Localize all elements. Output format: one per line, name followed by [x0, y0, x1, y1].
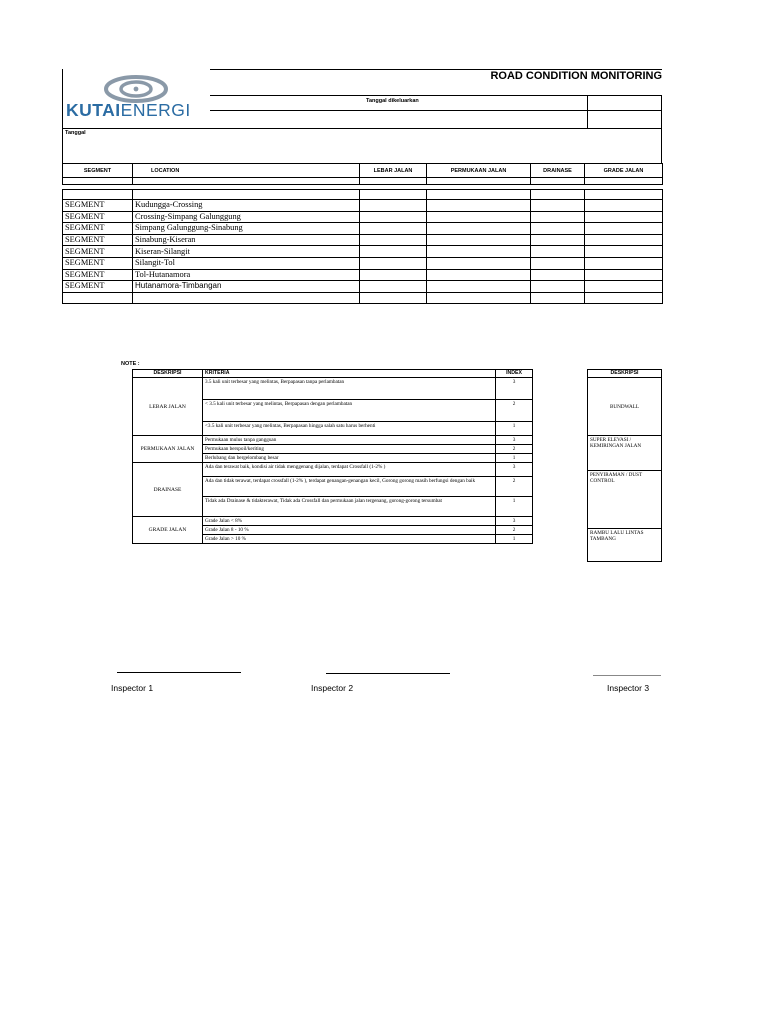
drainase-cell[interactable]	[531, 257, 585, 269]
empty-row	[63, 178, 663, 185]
drainase-cell[interactable]	[531, 211, 585, 223]
kriteria-cell: Ada dan tidak terawat, terdapat crossfall (1-2% ), terdapat genangan-genangan kecil, Gorong gorong masih berfungsi dengan baik	[203, 477, 496, 497]
kriteria-cell: Grade Jalan > 10 %	[203, 535, 496, 544]
permukaan-jalan-cell[interactable]	[427, 292, 531, 304]
index-cell: 1	[496, 454, 533, 463]
deskripsi-cell: LEBAR JALAN	[133, 378, 203, 436]
empty-row	[63, 292, 663, 304]
header-deskripsi: DESKRIPSI	[133, 370, 203, 378]
table-row	[63, 234, 663, 246]
signature-line-1	[117, 672, 241, 673]
segment-cell: SEGMENT	[63, 257, 133, 269]
drainase-cell[interactable]	[531, 269, 585, 281]
drainase-cell[interactable]	[531, 281, 585, 293]
header-rule-logo-bottom	[62, 128, 210, 129]
segment-table	[62, 163, 663, 304]
deskripsi-cell: PERMUKAAN JALAN	[133, 436, 203, 463]
lebar-jalan-cell[interactable]	[360, 211, 427, 223]
table-row	[63, 211, 663, 223]
note-label: NOTE :	[121, 361, 140, 367]
table-row	[63, 223, 663, 235]
tanggal-label: Tanggal	[65, 130, 86, 136]
lebar-jalan-cell[interactable]	[360, 269, 427, 281]
header-index: INDEX	[496, 370, 533, 378]
criteria-header	[133, 370, 533, 378]
lebar-jalan-cell[interactable]	[360, 292, 427, 304]
table-row	[133, 436, 533, 445]
header-rule-4	[210, 128, 662, 129]
grade-jalan-cell[interactable]	[585, 246, 663, 258]
lebar-jalan-cell[interactable]	[360, 223, 427, 235]
logo-text-light: ENERGI	[120, 100, 191, 120]
kriteria-cell: < 3.5 kali unit terbesar yang melintas, Berpapasan dengan perlambatan	[203, 400, 496, 422]
deskripsi-item: RAMBU LALU LINTAS TAMBANG	[588, 529, 662, 562]
location-cell: Kudungga-Crossing	[133, 200, 360, 212]
grade-jalan-cell[interactable]	[585, 292, 663, 304]
header-right-edge	[661, 95, 662, 128]
segment-cell: SEGMENT	[63, 223, 133, 235]
index-cell: 3	[496, 463, 533, 477]
header-rule-3	[210, 110, 662, 111]
grade-jalan-cell[interactable]	[585, 211, 663, 223]
list-item	[588, 436, 662, 471]
index-cell: 1	[496, 535, 533, 544]
drainase-cell[interactable]	[531, 246, 585, 258]
table-row	[133, 378, 533, 400]
table-row	[63, 246, 663, 258]
deskripsi-header	[588, 370, 662, 378]
deskripsi-table	[587, 369, 662, 562]
segment-table-header	[63, 164, 663, 178]
location-cell: Tol-Hutanamora	[133, 269, 360, 281]
permukaan-jalan-cell[interactable]	[427, 200, 531, 212]
index-cell: 3	[496, 517, 533, 526]
index-cell: 2	[496, 477, 533, 497]
grade-jalan-cell[interactable]	[585, 234, 663, 246]
location-cell: Sinabung-Kiseran	[133, 234, 360, 246]
lebar-jalan-cell[interactable]	[360, 246, 427, 258]
inspector-3-label: Inspector 3	[607, 683, 650, 693]
index-cell: 2	[496, 400, 533, 422]
header-kriteria: KRITERIA	[203, 370, 496, 378]
table-row	[63, 257, 663, 269]
index-cell: 3	[496, 378, 533, 400]
header-divider	[587, 95, 588, 128]
header-grade-jalan: GRADE JALAN	[585, 164, 663, 178]
location-cell: Hutanamora-Timbangan	[133, 281, 360, 293]
kriteria-cell: Permukaan berspoil/keriting	[203, 445, 496, 454]
signature-line-3	[593, 675, 661, 676]
location-cell: Crossing-Simpang Galunggung	[133, 211, 360, 223]
deskripsi-item: PENYIRAMAN / DUST CONTROL	[588, 471, 662, 529]
inspector-1-label: Inspector 1	[111, 683, 154, 693]
drainase-cell[interactable]	[531, 223, 585, 235]
logo-text-bold: KUTAI	[66, 100, 121, 120]
header-rule-2	[210, 95, 662, 96]
grade-jalan-cell[interactable]	[585, 257, 663, 269]
kriteria-cell: Tidak ada Drainase & tidakterawat, Tidak ada Crossfall dan permukaan jalan tergenang, gorong-gorong tersumbat	[203, 497, 496, 517]
list-item	[588, 529, 662, 562]
kriteria-cell: <3.5 kali unit terbesar yang melintas, Berpapasan hingga salah satu harus berhenti	[203, 422, 496, 436]
kriteria-cell: Ada dan terawat baik, kondisi air tidak menggenang dijalan, terdapat Crossfall (1-2% )	[203, 463, 496, 477]
lebar-jalan-cell[interactable]	[360, 200, 427, 212]
index-cell: 2	[496, 526, 533, 535]
permukaan-jalan-cell[interactable]	[427, 234, 531, 246]
deskripsi-item: BUNDWALL	[588, 378, 662, 436]
table-row	[63, 200, 663, 212]
list-item	[588, 471, 662, 529]
segment-cell: SEGMENT	[63, 234, 133, 246]
company-logo-text	[66, 100, 191, 121]
lebar-jalan-cell[interactable]	[360, 281, 427, 293]
header-drainase: DRAINASE	[531, 164, 585, 178]
kriteria-cell: Permukaan mulus tanpa gangguan	[203, 436, 496, 445]
segment-cell: SEGMENT	[63, 246, 133, 258]
table-row	[63, 281, 663, 293]
header-rule-top	[210, 69, 662, 70]
lebar-jalan-cell[interactable]	[360, 257, 427, 269]
table-row	[63, 269, 663, 281]
segment-cell: SEGMENT	[63, 281, 133, 293]
segment-cell: SEGMENT	[63, 269, 133, 281]
grade-jalan-cell[interactable]	[585, 281, 663, 293]
tanggal-left-edge	[62, 128, 63, 163]
permukaan-jalan-cell[interactable]	[427, 269, 531, 281]
kriteria-cell: 3.5 kali unit terbesar yang melintas, Berpapasan tanpa perlambatan	[203, 378, 496, 400]
grade-jalan-cell[interactable]	[585, 223, 663, 235]
deskripsi-item: SUPER ELEVASI / KEMIRINGAN JALAN	[588, 436, 662, 471]
kriteria-cell: Grade Jalan 8 - 10 %	[203, 526, 496, 535]
header-permukaan-jalan: PERMUKAAN JALAN	[427, 164, 531, 178]
index-cell: 2	[496, 445, 533, 454]
permukaan-jalan-cell[interactable]	[427, 281, 531, 293]
kriteria-cell: Berlubang dan bergelombang besar	[203, 454, 496, 463]
kriteria-cell: Grade Jalan < 8%	[203, 517, 496, 526]
permukaan-jalan-cell[interactable]	[427, 246, 531, 258]
permukaan-jalan-cell[interactable]	[427, 211, 531, 223]
deskripsi-cell: DRAINASE	[133, 463, 203, 517]
index-cell: 3	[496, 436, 533, 445]
segment-cell: SEGMENT	[63, 211, 133, 223]
permukaan-jalan-cell[interactable]	[427, 257, 531, 269]
signature-line-2	[326, 673, 450, 674]
header-segment: SEGMENT	[63, 164, 133, 178]
permukaan-jalan-cell[interactable]	[427, 223, 531, 235]
location-cell: Kiseran-Silangit	[133, 246, 360, 258]
lebar-jalan-cell[interactable]	[360, 234, 427, 246]
grade-jalan-cell[interactable]	[585, 269, 663, 281]
page-title: ROAD CONDITION MONITORING	[490, 70, 662, 82]
location-cell: Silangit-Tol	[133, 257, 360, 269]
tanggal-right-edge	[661, 128, 662, 163]
header-lebar-jalan: LEBAR JALAN	[360, 164, 427, 178]
index-cell: 1	[496, 422, 533, 436]
header-deskripsi-right: DESKRIPSI	[588, 370, 662, 378]
drainase-cell[interactable]	[531, 200, 585, 212]
index-cell: 1	[496, 497, 533, 517]
header-location: LOCATION	[133, 164, 360, 178]
inspector-2-label: Inspector 2	[311, 683, 354, 693]
grade-jalan-cell[interactable]	[585, 200, 663, 212]
tanggal-dikeluarkan-label: Tanggal dikeluarkan	[366, 98, 419, 104]
list-item	[588, 378, 662, 436]
deskripsi-cell: GRADE JALAN	[133, 517, 203, 544]
empty-row	[63, 190, 663, 200]
location-cell: Simpang Galunggung-Sinabung	[133, 223, 360, 235]
table-row	[133, 463, 533, 477]
drainase-cell[interactable]	[531, 292, 585, 304]
segment-cell: SEGMENT	[63, 200, 133, 212]
table-row	[133, 517, 533, 526]
criteria-table	[132, 369, 533, 544]
drainase-cell[interactable]	[531, 234, 585, 246]
